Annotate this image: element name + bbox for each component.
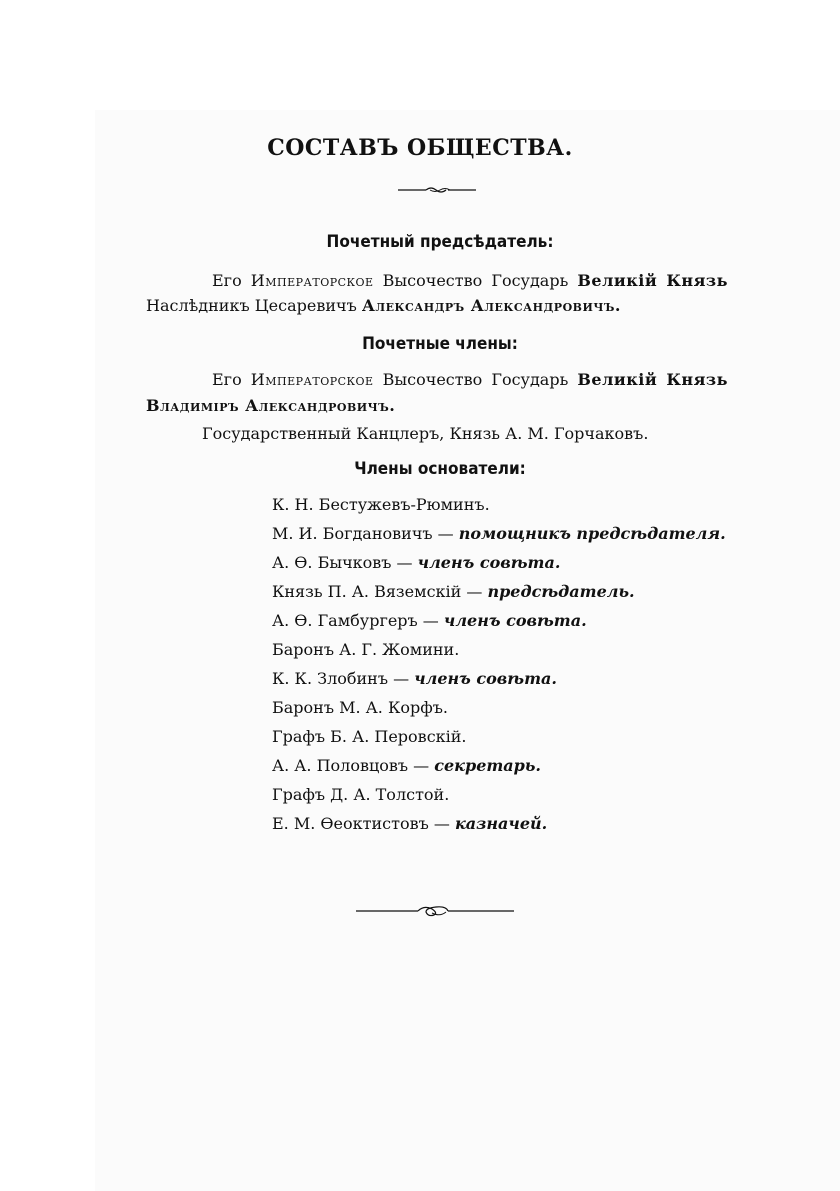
member-name: К. Н. Бестужевъ-Рюминъ.: [272, 495, 490, 514]
member-role: секретарь.: [434, 756, 541, 775]
word: Императорское: [250, 271, 374, 290]
word: Князь: [666, 271, 728, 290]
member-name: М. И. Богдановичъ —: [272, 524, 459, 543]
member-role: членъ совѣта.: [417, 553, 561, 572]
list-item: [272, 611, 587, 630]
member-name: Е. М. Ѳеоктистовъ —: [272, 814, 455, 833]
ornament-bottom: [356, 903, 514, 919]
honorary-member-name: Владиміръ Александровичъ.: [146, 396, 396, 415]
member-role: предсѣдатель.: [487, 582, 635, 601]
member-name: Князь П. А. Вяземскій —: [272, 582, 488, 601]
list-item: [272, 727, 467, 746]
list-item: [272, 640, 459, 659]
word: Государь: [491, 271, 569, 290]
honorary-chairman-line-1: [212, 271, 728, 290]
honorary-members-heading: Почетные члены:: [362, 334, 518, 354]
list-item: [272, 814, 547, 833]
word: Государь: [491, 370, 569, 389]
ornament-top: [398, 184, 476, 196]
word: Императорское: [250, 370, 374, 389]
member-role: членъ совѣта.: [414, 669, 557, 688]
honorary-chairman-line-2: [146, 296, 621, 315]
page-title: СОСТАВЪ ОБЩЕСТВА.: [267, 135, 573, 161]
list-item: [272, 582, 635, 601]
member-name: А. Ѳ. Гамбургеръ —: [272, 611, 444, 630]
honorary-chairman-heading: Почетный предсѣдатель:: [326, 232, 554, 252]
list-item: [272, 785, 449, 804]
heir-title: Наслѣдникъ Цесаревичъ: [146, 296, 362, 315]
member-name: Баронъ М. А. Корфъ.: [272, 698, 448, 717]
word: Высочество: [382, 271, 483, 290]
word: Великій: [577, 271, 658, 290]
list-item: [272, 524, 726, 543]
member-name: Баронъ А. Г. Жомини.: [272, 640, 460, 659]
word: Его: [212, 271, 242, 290]
list-item: [272, 698, 448, 717]
list-item: [272, 553, 560, 572]
member-role: помощникъ предсѣдателя.: [458, 524, 726, 543]
list-item: [272, 756, 541, 775]
member-name: Графъ Б. А. Перовскій.: [272, 727, 467, 746]
honorary-members-line-1: [212, 370, 728, 389]
member-role: казначей.: [454, 814, 548, 833]
founding-members-heading: Члены основатели:: [354, 459, 526, 479]
word: Высочество: [382, 370, 483, 389]
word: Великій: [577, 370, 658, 389]
member-name: А. Ѳ. Бычковъ —: [272, 553, 418, 572]
word: Князь: [666, 370, 728, 389]
word: Его: [212, 370, 242, 389]
member-name: Графъ Д. А. Толстой.: [272, 785, 450, 804]
honorary-member-chancellor: Государственный Канцлеръ, Князь А. М. Горчаковъ.: [202, 424, 649, 443]
list-item: [272, 669, 557, 688]
chairman-name: Александръ Александровичъ.: [361, 296, 621, 315]
member-name: К. К. Злобинъ —: [272, 669, 415, 688]
list-item: [272, 495, 490, 514]
member-name: А. А. Половцовъ —: [272, 756, 435, 775]
member-role: членъ совѣта.: [443, 611, 587, 630]
